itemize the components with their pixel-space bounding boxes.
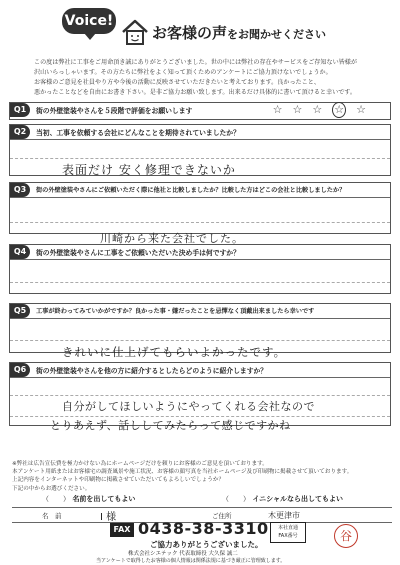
- star-rating: [273, 103, 366, 117]
- handwritten-answer: きれいに仕上げてもらいよかったです。: [62, 345, 287, 359]
- page-title: [152, 22, 326, 43]
- star-icon-circled: ☆: [334, 103, 345, 116]
- question-3: [9, 182, 391, 245]
- question-text: 街の外壁塗装やさんに工事をご依頼いただいた決め手は何ですか？: [36, 249, 240, 257]
- handwritten-answer-line-2: とりあえず、話ししてみたらって感じですかね: [50, 419, 291, 432]
- question-4: [9, 244, 391, 294]
- intro-line: 悪かったことなどを自由にお書き下さい。是非ご協力お願い致します。出来るだけ具体的に書いて頂けると幸いです。: [34, 89, 356, 96]
- notes: [12, 460, 388, 493]
- answer-area: [10, 158, 390, 177]
- answer-area: [10, 222, 390, 245]
- checkbox-open: （: [42, 495, 49, 503]
- option-name-ok: [42, 494, 135, 504]
- option-name-ok-label: 名前を出してもよい: [72, 495, 136, 503]
- answer-area: [10, 340, 390, 359]
- answer-area: [10, 282, 390, 283]
- answer-area: [10, 395, 390, 432]
- voice-badge: Voice!: [62, 8, 116, 34]
- company-line: 株式会社シエテック 代表取締役 大久保 誠二: [128, 551, 238, 557]
- option-initial-ok: [222, 494, 343, 504]
- question-badge: Q3: [10, 183, 30, 197]
- question-header: [10, 363, 390, 378]
- question-text: 当初、工事を依頼する会社にどんなことを期待されていましたか？: [36, 129, 240, 137]
- question-1: [9, 102, 391, 120]
- star-icon: ☆: [272, 103, 283, 116]
- question-text: 街の外壁塗装やさんにご依頼いただく際に他社と比較しましたか？比較した方はどこの会社と比較しましたか？: [36, 187, 346, 194]
- question-badge: Q6: [10, 363, 30, 377]
- star-icon: ☆: [356, 103, 366, 116]
- question-badge: Q2: [10, 125, 30, 139]
- question-badge: Q5: [10, 304, 30, 318]
- checkbox-open: （: [222, 495, 229, 503]
- question-header: [10, 183, 390, 198]
- ruled-line: [10, 158, 390, 159]
- checkbox-close: ）: [243, 495, 250, 503]
- seal-stamp: 谷: [334, 524, 358, 548]
- thanks-message: ご協力ありがとうございました。: [150, 540, 263, 549]
- handwritten-answer: 川崎から来た会社でした。: [100, 232, 244, 245]
- fax-box-line: 本社直通: [277, 525, 298, 531]
- question-badge: Q1: [10, 103, 30, 117]
- question-header: [10, 103, 390, 117]
- question-6: [9, 362, 391, 432]
- intro-line: 沢山いらっしゃいます。その方たちに弊社をよく知って頂くためのアンケートにご協力頂けないでしょうか。: [34, 69, 332, 76]
- note-line: 上記内容をインターネットや印刷物に掲載させていただいてもよろしいでしょうか？: [12, 477, 225, 484]
- question-5: [9, 303, 391, 359]
- question-header: [10, 304, 390, 319]
- handwritten-answer-line-1: 自分がしてほしいようにやってくれる会社なので: [62, 400, 315, 413]
- ruled-line: [10, 282, 390, 283]
- house-icon: [120, 18, 150, 46]
- note-line: ※弊社は広告宣伝費を極力かけない為にホームページだけを頼りにお客様のご意見を頂いております。: [12, 461, 268, 467]
- checkbox-close: ）: [63, 495, 70, 503]
- fax-number: 0438-38-3310: [138, 519, 269, 538]
- name-value: I 様: [100, 512, 117, 523]
- privacy-notice: 当アンケートで取得したお客様の個人情報は関係法規に基づき厳正に管理致します。: [96, 558, 286, 564]
- question-text: 工事が終わってみていかがですか？良かった事・嫌だったことを忌憚なく頂戴出来ましたら幸いです: [36, 308, 315, 315]
- star-icon: ☆: [292, 103, 303, 116]
- question-text: 街の外壁塗装やさんを５段階で評価をお願いします: [36, 107, 193, 115]
- name-label: 名 前: [42, 512, 62, 520]
- fax-box-line: FAX番号: [278, 533, 298, 539]
- question-2: [9, 124, 391, 176]
- question-header: [10, 125, 390, 140]
- intro-line: お客様のご意見を社員やり方や今後の活動に反映させていただきたいと考えております。良かったこと、: [34, 79, 320, 86]
- fax-tag: FAX: [110, 523, 134, 537]
- ruled-line: [10, 222, 390, 223]
- intro-line: この度は弊社に工事をご用命頂き誠にありがとうございました。世の中には弊社の存在やサービスをご存知ない皆様が: [34, 59, 357, 66]
- handwritten-answer: 表面だけ 安く修理できないか: [62, 163, 236, 177]
- question-text: 街の外壁塗装やさんを他の方に紹介するとしたらどのように紹介しますか？: [36, 367, 268, 375]
- header: [62, 8, 362, 56]
- intro-text: [34, 58, 366, 98]
- star-icon: ☆: [312, 103, 323, 116]
- address-value: 木更津市: [268, 511, 300, 520]
- question-header: [10, 245, 390, 260]
- ruled-line: [10, 395, 390, 396]
- title-suffix: をお聞かせください: [227, 28, 327, 41]
- title-main: お客様の声: [152, 24, 228, 42]
- option-initial-ok-label: イニシャルなら出してもよい: [252, 495, 344, 503]
- note-line: 下記の中からお選びください。: [12, 485, 91, 492]
- address-label: ご住所: [212, 512, 232, 520]
- question-badge: Q4: [10, 245, 30, 259]
- note-line: 本アンケート用紙またはお客様宅の調査風景や施工状況、お客様の顔写真を当社ホームページ及び印刷物に掲載させて頂いております。: [12, 469, 353, 476]
- ruled-line: [10, 340, 390, 341]
- fax-direct-box: [270, 522, 306, 543]
